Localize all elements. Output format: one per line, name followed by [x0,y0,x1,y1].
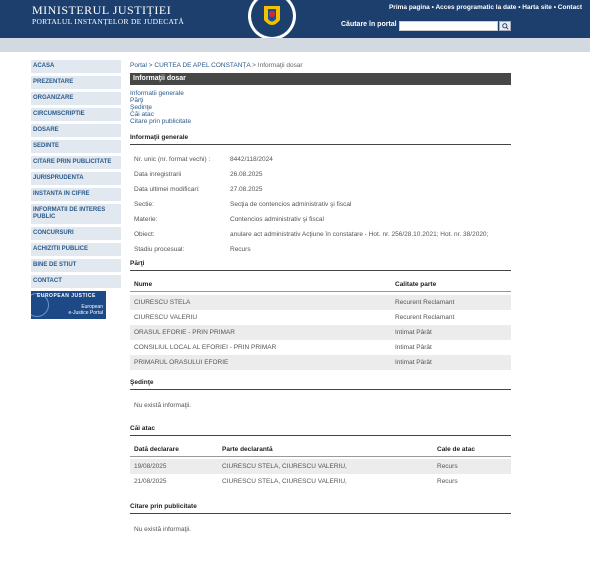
table-header [130,277,511,292]
coat-of-arms-icon [247,0,297,40]
sidebar-item-contact[interactable]: CONTACT [31,275,121,288]
site-header [0,0,590,38]
breadcrumb-current: Informaţii dosar [257,62,303,69]
top-nav: Prima pagina • Acces programatic la date • Harta site • Contact [388,4,582,11]
cell-calitate: Recurent Reclamant [395,299,455,306]
cell-parte: CIURESCU STELA, CIURESCU VALERIU, [222,478,347,485]
field-stadiu [130,242,511,257]
main-content [130,62,511,533]
col-calitate: Calitate parte [395,280,437,288]
section-title-cai-atac: Căi atac [130,425,511,436]
field-data-inregistrarii [130,167,511,182]
cell-calitate: Intimat Pârât [395,329,432,336]
sidebar-item-dosare[interactable]: DOSARE [31,124,121,137]
search-button[interactable] [499,21,511,31]
sidebar-item-concursuri[interactable]: CONCURSURI [31,227,121,240]
col-cale: Cale de atac [437,445,475,453]
sidebar-item-jurisprudenta[interactable]: JURISPRUDENTA [31,172,121,185]
field-value: Secţia de contencios administrativ şi fiscal [230,201,352,208]
sidebar-item-sedinte[interactable]: SEDINTE [31,140,121,153]
section-title-citare: Citare prin publicitate [130,503,511,514]
sidebar-item-prezentare[interactable]: PREZENTARE [31,76,121,89]
field-label: Materie: [134,216,158,223]
nav-prima-pagina[interactable]: Prima pagina [388,4,430,11]
cell-calitate: Recurent Reclamant [395,314,455,321]
field-label: Data inregistrarii [134,171,182,178]
field-label: Stadiu procesual: [134,246,185,253]
field-sectie [130,197,511,212]
page-title: Informaţii dosar [130,73,511,85]
sidebar-item-organizare[interactable]: ORGANIZARE [31,92,121,105]
breadcrumb-court[interactable]: CURTEA DE APEL CONSTANȚA [154,62,251,69]
sedinte-empty: Nu există informaţii. [134,402,192,409]
field-label: Data ultimei modificari: [134,186,200,193]
parti-table [130,277,511,370]
nav-acces-programatic[interactable]: Acces programatic la date [435,4,517,11]
citare-empty: Nu există informaţii. [134,526,192,533]
breadcrumb-portal[interactable]: Portal [130,62,147,69]
col-parte: Parte declarantă [222,445,273,453]
cell-data: 21/08/2025 [134,478,167,485]
table-row [130,355,511,370]
sidebar-item-acasa[interactable]: ACASA [31,60,121,73]
breadcrumb [130,62,511,69]
cell-cale: Recurs [437,463,458,470]
search-label: Căutare în portal [341,21,397,28]
table-row [130,459,511,474]
field-label: Nr. unic (nr. format vechi) : [134,156,211,163]
ejustice-bottom-text [69,304,103,316]
cell-nume: CONSILIUL LOCAL AL EFORIEI - PRIN PRIMAR [134,344,277,351]
field-label: Obiect: [134,231,155,238]
table-row [130,340,511,355]
table-row [130,295,511,310]
breadcrumb-sep: > [250,62,258,69]
table-header [130,442,511,457]
cell-calitate: Intimat Pârât [395,359,432,366]
cell-nume: ORASUL EFORIE - PRIN PRIMAR [134,329,235,336]
table-row [130,310,511,325]
section-title-sedinte: Şedinţe [130,379,511,390]
ejustice-line2: e-Justice Portal [68,310,103,316]
link-sedinte[interactable]: Şedinţe [130,104,153,111]
sidebar-item-circumscriptie[interactable]: CIRCUMSCRIPTIE [31,108,121,121]
field-value: 8442/118/2024 [230,156,273,163]
table-row [130,474,511,489]
general-fields [130,152,511,257]
sidebar-item-instanta-cifre[interactable]: INSTANTA IN CIFRE [31,188,121,201]
field-obiect [130,227,511,242]
cell-nume: CIURESCU STELA [134,299,191,306]
cell-data: 19/08/2025 [134,463,167,470]
link-parti[interactable]: Părţi [130,97,144,104]
field-value: 27.08.2025 [230,186,263,193]
cell-nume: PRIMARUL ORASULUI EFORIE [134,359,229,366]
cell-cale: Recurs [437,478,458,485]
field-value: 26.08.2025 [230,171,263,178]
quick-links [130,90,511,125]
link-citare[interactable]: Citare prin publicitate [130,118,192,125]
search-icon [502,23,509,30]
site-title: MINISTERUL JUSTIȚIEI [32,3,172,17]
field-value: anulare act administrativ Acţiune în constatare - Hot. nr. 256/28.10.2021; Hot. nr. 38/2020; [230,231,489,238]
ejustice-line1: European [81,304,103,310]
sidebar-item-achizitii[interactable]: ACHIZITII PUBLICE [31,243,121,256]
section-title-general: Informaţii generale [130,134,511,145]
link-cai-atac[interactable]: Căi atac [130,111,154,118]
ejustice-top-text: EUROPEAN JUSTICE [37,293,96,299]
sidebar [31,60,121,319]
nav-contact[interactable]: Contact [557,4,582,11]
sidebar-item-interes-public[interactable]: INFORMATII DE INTERES PUBLIC [31,204,121,224]
cell-calitate: Intimat Pârât [395,344,432,351]
link-informatii-generale[interactable]: Informatii generale [130,90,184,97]
col-data: Dată declarare [134,445,179,453]
field-data-modificari [130,182,511,197]
sidebar-item-citare[interactable]: CITARE PRIN PUBLICITATE [31,156,121,169]
field-value: Contencios administrativ şi fiscal [230,216,324,223]
cai-atac-table [130,442,511,489]
search-input[interactable] [399,21,498,31]
nav-harta-site[interactable]: Harta site [522,4,552,11]
table-row [130,325,511,340]
site-subtitle: PORTALUL INSTANȚELOR DE JUDECATĂ [32,17,185,26]
field-materie [130,212,511,227]
section-title-parti: Părţi [130,260,511,271]
field-value: Recurs [230,246,251,253]
field-label: Sectie: [134,201,154,208]
header-subbar [0,38,590,52]
ejustice-banner[interactable] [31,291,106,319]
cell-parte: CIURESCU STELA, CIURESCU VALERIU, [222,463,347,470]
col-nume: Nume [134,280,153,288]
field-nr-unic [130,152,511,167]
cell-nume: CIURESCU VALERIU [134,314,198,321]
breadcrumb-sep: > [146,62,155,69]
sidebar-item-bine-de-stiut[interactable]: BINE DE STIUT [31,259,121,272]
